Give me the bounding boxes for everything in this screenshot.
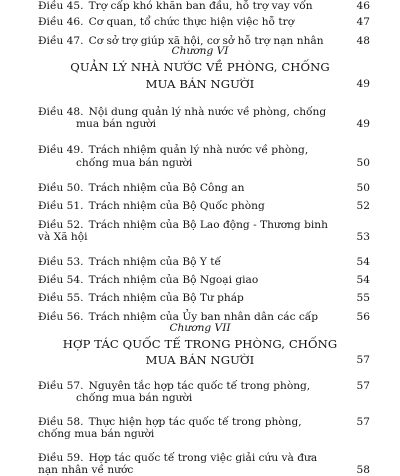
chapter-6-title-line2[interactable]: MUA BÁN NGƯỜI <box>145 77 255 91</box>
entry-title: Thực hiện hợp tác quốc tế trong phòng, <box>88 416 302 428</box>
entry-page-number: 50 <box>356 157 370 169</box>
entry-label: Điều 51. <box>38 200 84 212</box>
toc-entry-49-continuation: chống mua bán người <box>76 157 193 169</box>
chapter-6-title-line1[interactable]: QUẢN LÝ NHÀ NƯỚC VỀ PHÒNG, CHỐNG <box>70 60 330 74</box>
entry-label: Điều 56. <box>38 311 84 323</box>
entry-label: Điều 55. <box>38 292 84 304</box>
entry-page-number: 53 <box>356 231 370 243</box>
entry-page-number: 52 <box>356 200 370 212</box>
entry-page-number: 58 <box>356 464 370 476</box>
entry-label: Điều 46. <box>38 16 84 28</box>
toc-entry-48-continuation: mua bán người <box>76 118 157 130</box>
toc-entry-54[interactable] <box>38 268 370 287</box>
entry-label: Điều 58. <box>38 416 84 428</box>
toc-entry-58[interactable] <box>38 410 370 429</box>
entry-page-number: 54 <box>356 256 370 268</box>
entry-page-number: 50 <box>356 182 370 194</box>
entry-page-number: 49 <box>356 118 370 130</box>
entry-label: Điều 53. <box>38 256 84 268</box>
entry-label: Điều 52. <box>38 219 84 231</box>
toc-entry-59[interactable] <box>38 446 370 465</box>
toc-entry-48[interactable] <box>38 100 370 119</box>
chapter-7-label: Chương VII <box>169 322 231 334</box>
toc-entry-59-continuation: nạn nhân về nước <box>38 464 134 476</box>
chapter-6-page-number: 49 <box>356 78 370 90</box>
toc-entry-52-continuation: và Xã hội <box>38 231 88 243</box>
toc-entry-58-continuation: chống mua bán người <box>38 428 155 440</box>
toc-entry-55[interactable] <box>38 286 370 305</box>
toc-entry-51[interactable] <box>38 194 370 213</box>
entry-label: Điều 50. <box>38 182 84 194</box>
entry-title: Trách nhiệm của Bộ Ngoại giao <box>88 274 259 286</box>
entry-label: Điều 45. <box>38 0 84 12</box>
toc-entry-50[interactable] <box>38 176 370 195</box>
chapter-7-page-number: 57 <box>356 354 370 366</box>
toc-entry-53[interactable] <box>38 250 370 269</box>
toc-entry-57[interactable] <box>38 374 370 393</box>
entry-title: Nội dung quản lý nhà nước về phòng, chống <box>88 106 327 118</box>
entry-title: Trách nhiệm của Ủy ban nhân dân các cấp <box>88 311 319 323</box>
entry-title: Trách nhiệm quản lý nhà nước về phòng, <box>88 144 309 156</box>
entry-label: Điều 59. <box>38 452 84 464</box>
entry-page-number: 56 <box>356 311 370 323</box>
entry-label: Điều 47. <box>38 35 84 47</box>
entry-title: Cơ sở trợ giúp xã hội, cơ sở hỗ trợ nạn nhân <box>88 35 324 47</box>
entry-label: Điều 57. <box>38 380 84 392</box>
entry-title: Trách nhiệm của Bộ Công an <box>88 182 245 194</box>
entry-label: Điều 54. <box>38 274 84 286</box>
entry-title: Cơ quan, tổ chức thực hiện việc hỗ trợ <box>88 16 295 28</box>
toc-entry-52[interactable] <box>38 213 370 232</box>
entry-page-number: 57 <box>356 416 370 428</box>
entry-page-number: 48 <box>356 35 370 47</box>
entry-page-number: 57 <box>356 380 370 392</box>
chapter-7-title-line2[interactable]: MUA BÁN NGƯỜI <box>145 353 255 367</box>
entry-title: Trách nhiệm của Bộ Tư pháp <box>88 292 244 304</box>
entry-page-number: 47 <box>356 16 370 28</box>
entry-title: Trách nhiệm của Bộ Y tế <box>88 256 221 268</box>
entry-page-number: 55 <box>356 292 370 304</box>
entry-page-number: 46 <box>356 0 370 12</box>
entry-page-number: 54 <box>356 274 370 286</box>
entry-title: Hợp tác quốc tế trong việc giải cứu và đưa <box>88 452 318 464</box>
toc-entry-57-continuation: chống mua bán người <box>76 392 193 404</box>
chapter-7-title-line1[interactable]: HỢP TÁC QUỐC TẾ TRONG PHÒNG, CHỐNG <box>62 337 338 351</box>
entry-title: Nguyên tắc hợp tác quốc tế trong phòng, <box>88 380 311 392</box>
entry-title: Trách nhiệm của Bộ Lao động - Thương binh <box>88 219 328 231</box>
toc-entry-46[interactable] <box>38 10 370 29</box>
chapter-6-label: Chương VI <box>171 45 229 57</box>
entry-label: Điều 48. <box>38 106 84 118</box>
toc-entry-49[interactable] <box>38 138 370 157</box>
entry-title: Trợ cấp khó khăn ban đầu, hỗ trợ vay vốn <box>88 0 313 12</box>
entry-title: Trách nhiệm của Bộ Quốc phòng <box>88 200 265 212</box>
entry-label: Điều 49. <box>38 144 84 156</box>
